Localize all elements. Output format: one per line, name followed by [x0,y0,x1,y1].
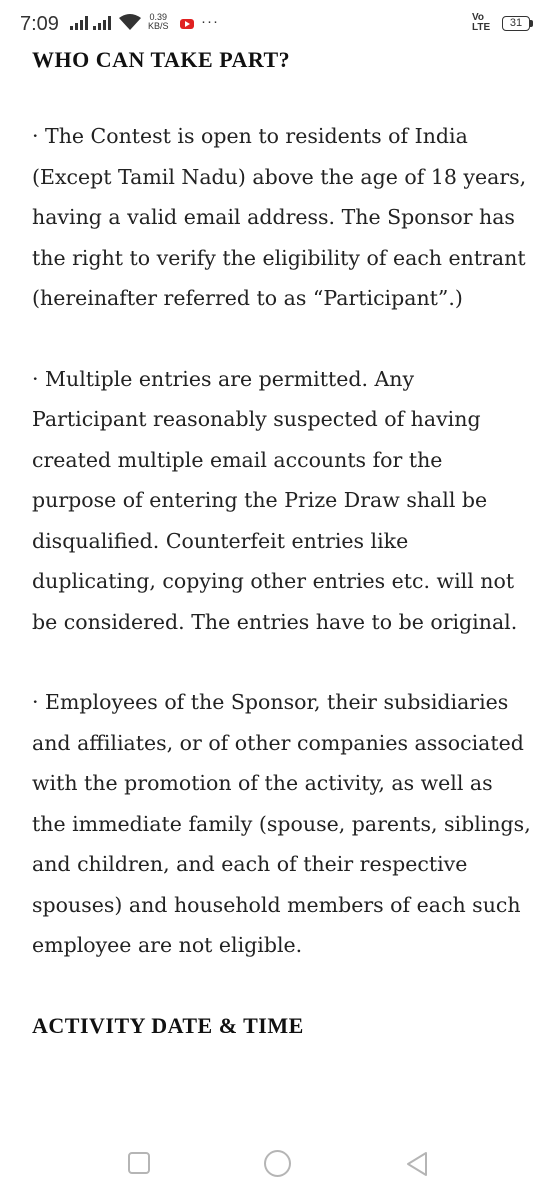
recents-square-icon[interactable] [128,1152,150,1174]
more-notifications-icon: ··· [201,13,219,30]
home-circle-icon[interactable] [264,1150,291,1177]
status-bar [0,0,554,44]
youtube-icon [180,19,194,29]
paragraph-multiple-entries: · Multiple entries are permitted. Any Participant reasonably suspected of having created multiple email accounts for the purpose of entering the Prize Draw shall be disqualified. Counterfeit entries like duplicating, copying other entries etc. will not be considered. The entries have to be original. [32,366,518,634]
navigation-bar [0,1130,554,1200]
battery-level: 31 [509,17,523,29]
network-speed [148,13,169,31]
paragraph-eligibility: · The Contest is open to residents of India (Except Tamil Nadu) above the age of 18 years, having a valid email address. The Sponsor has the right to verify the eligibility of each entrant (hereinafter referred to as “Participant”.) [32,124,527,310]
next-section-heading: ACTIVITY DATE & TIME [32,1012,304,1038]
battery-tip [530,20,533,27]
signal-bars-icon [70,16,88,30]
section-heading: WHO CAN TAKE PART? [32,47,291,72]
volte-top: Vo [472,12,485,23]
back-triangle-icon[interactable] [404,1150,430,1178]
article-content[interactable] [32,44,532,1130]
volte-indicator [472,13,490,33]
network-speed-unit: KB/S [148,21,169,31]
wifi-icon [118,13,142,31]
paragraph-employees: · Employees of the Sponsor, their subsidiaries and affiliates, or of other companies associated with the promotion of the activity, as well as the immediate family (spouse, parents, siblings, and children, and each of their respective spouses) and household members of each such employee are not eligible. [32,690,531,957]
battery-icon [502,16,530,31]
volte-bottom: LTE [472,22,491,33]
status-time: 7:09 [20,13,59,35]
signal-bars-icon [93,16,111,30]
network-speed-value: 0.39 [149,12,168,22]
